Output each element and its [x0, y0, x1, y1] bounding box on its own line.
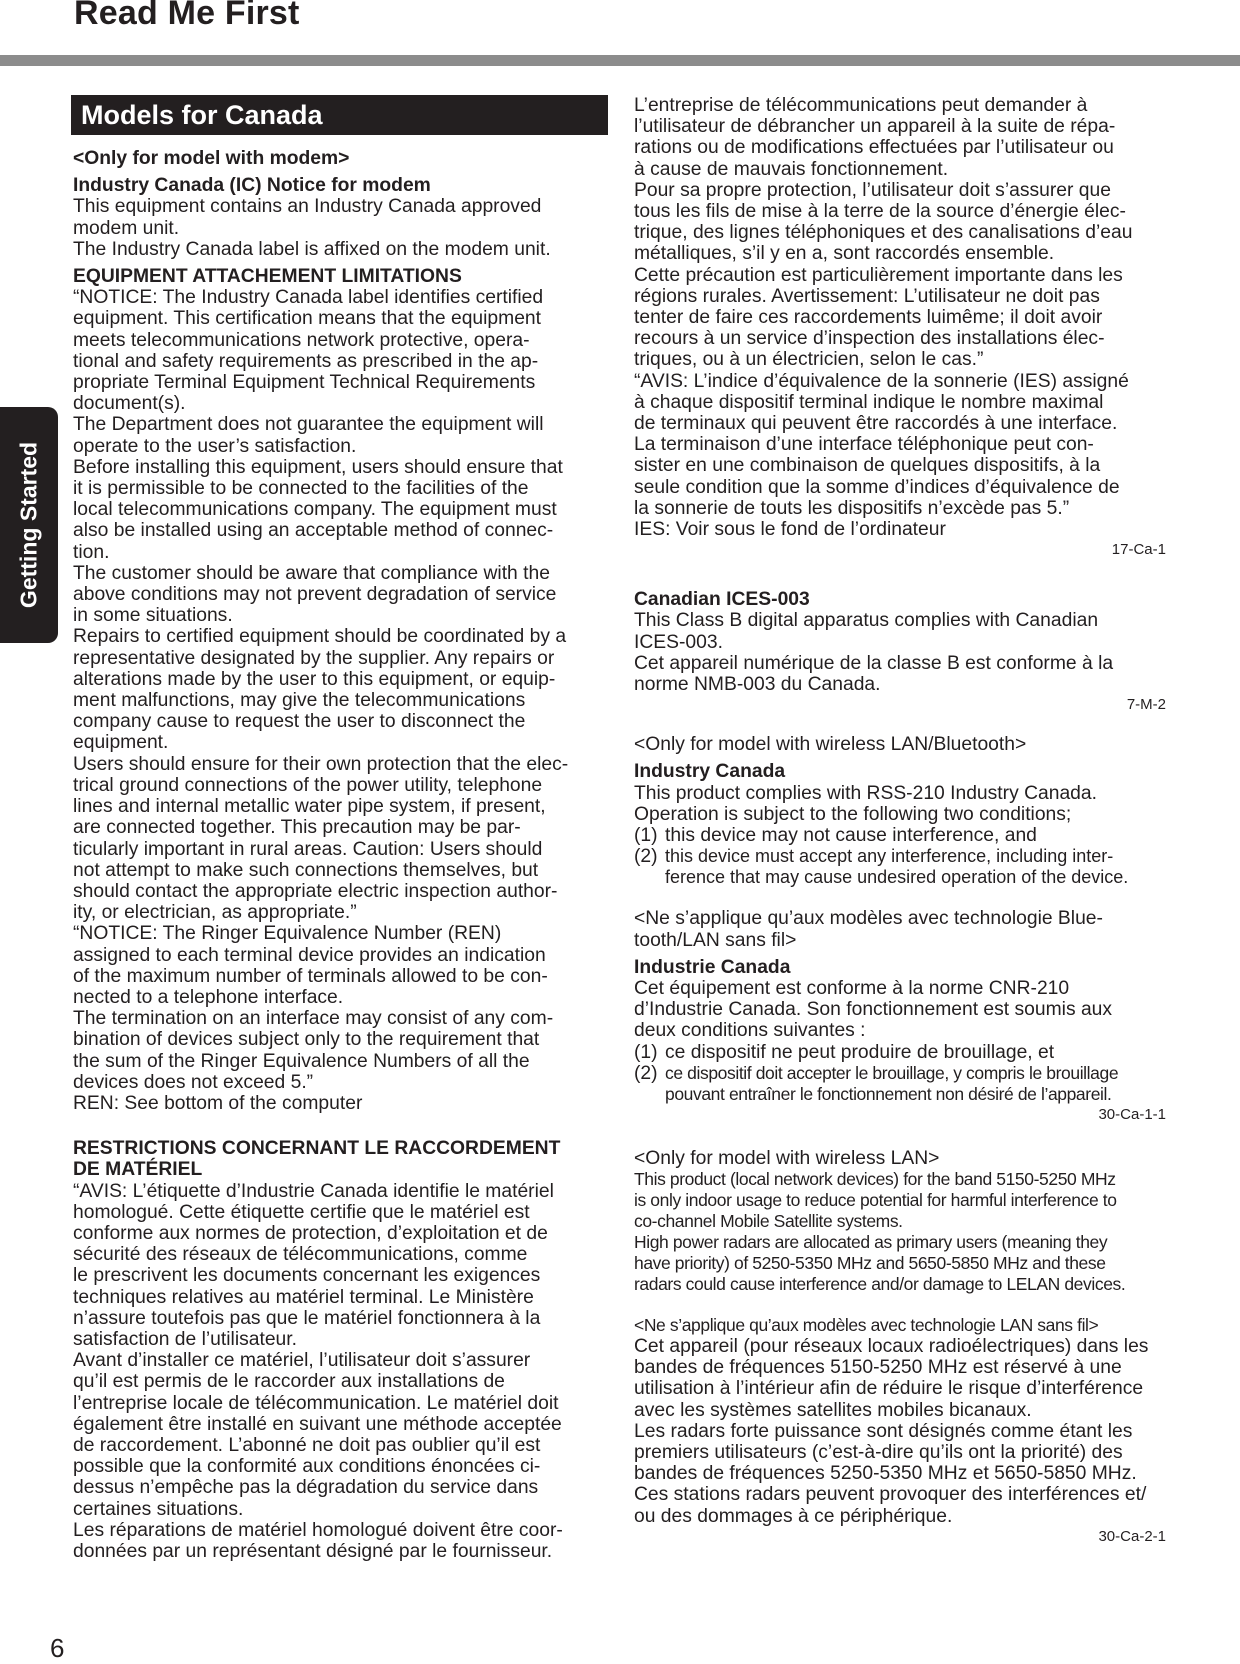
restrictions-heading: RESTRICTIONS CONCERNANT LE RACCORDEMENT DE MATÉRIEL	[73, 1138, 561, 1181]
ic-modem-heading: Industry Canada (IC) Notice for modem	[73, 175, 431, 197]
list-item	[634, 1042, 1166, 1063]
ic-modem-body: This equipment contains an Industry Canada approved modem unit. The Industry Canada label is affixed on the modem unit.	[73, 196, 551, 260]
list-item	[634, 846, 1166, 888]
list-item-text: ce dispositif doit accepter le brouillage, y compris le brouillage pouvant entraîner le fonctionnement non désiré de l’appareil.	[665, 1062, 1119, 1104]
list-item-number: (2)	[634, 846, 658, 868]
page-header-title: Read Me First	[74, 0, 300, 32]
avis-body: L’entreprise de télécommunications peut demander à l’utilisateur de débrancher un appareil à la suite de répa- rations ou de modifications effectuées par l’utilisateur ou à cause de mauvais fonctionnement. Pour sa propre protection, l’utilisateur doit s’assurer que tous les fils de mise à la terre de la source d’énergie élec- trique, des lignes téléphoniques et des canalisations d’eau métalliques, s’il y en a, sont raccordés ensemble. Cette précaution est particulièrement importante dans les régions rurales. Avertissement: L’utilisateur ne doit pas tenter de faire ces raccordements luimême; il doit avoir recours à un service d’inspection des installations élec- triques, ou à un électricien, selon le cas.” “AVIS: L’indice d’équivalence de la sonnerie (IES) assigné à chaque dispositif terminal indique le nombre maximal de terminaux qui peuvent être raccordés à une interface. La terminaison d’une interface téléphonique peut con- sister en une combinaison de quelques dispositifs, à la seule condition que la somme d’indices d’équivalence de la sonnerie de touts les dispositifs n’excède pas 5.” IES: Voir sous le fond de l’ordinateur	[634, 95, 1133, 541]
fr-lan-body: Cet appareil (pour réseaux locaux radioélectriques) dans les bandes de fréquences 5150-5250 MHz est réservé à une utilisation à l’intérieur afin de réduire le risque d’interférence avec les systèmes satellites mobiles bicanaux. Les radars forte puissance sont désignés comme étant les premiers utilisateurs (c’est-à-dire qu’ils ont la priorité) des bandes de fréquences 5250-5350 MHz et 5650-5850 MHz. Ces stations radars peuvent provoquer des interférences et/ ou des dommages à ce périphérique.	[634, 1335, 1149, 1527]
section-title: Models for Canada	[71, 95, 608, 135]
eal-body: “NOTICE: The Industry Canada label identifies certified equipment. This certification means that the equipment meets telecommunications network protective, opera- tional and safety requirements as prescribed in the ap- propriate Terminal Equipment Technical Requirements document(s). The Department does not guarantee the equipment will operate to the user’s satisfaction. Before installing this equipment, users should ensure that it is permissible to be connected to the facilities of the local telecommunications company. The equipment must also be installed using an acceptable method of connec- tion. The customer should be aware that compliance with the above conditions may not prevent degradation of service in some situations. Repairs to certified equipment should be coordinated by a representative designated by the supplier. Any repairs or alterations made by the user to this equipment, or equip- ment malfunctions, may give the telecommunications company cause to request the user to disconnect the equipment. Users should ensure for their own protection that the elec- trical ground connections of the power utility, telephone lines and internal metallic water pipe system, if present, are connected together. This precaution may be par- ticularly important in rural areas. Caution: Users should not attempt to make such connections themselves, but should contact the appropriate electric inspection author- ity, or electrician, as appropriate.” “NOTICE: The Ringer Equivalence Number (REN) assigned to each terminal device provides an indication of the maximum number of terminals allowed to be con- nected to a telephone interface. The termination on an interface may consist of any com- bination of devices subject only to the requirement that the sum of the Ringer Equivalence Numbers of all the devices does not exceed 5.” REN: See bottom of the computer	[73, 287, 569, 1114]
list-item-number: (1)	[634, 825, 658, 847]
fr-bt-note: <Ne s’applique qu’aux modèles avec technologie Blue- tooth/LAN sans fil>	[634, 908, 1103, 951]
reference-code: 7-M-2	[1126, 696, 1166, 714]
header-divider-bar	[0, 55, 1240, 66]
right-column	[634, 95, 1166, 1546]
side-tab-getting-started	[0, 407, 58, 643]
ices-heading: Canadian ICES-003	[634, 589, 810, 611]
fr-lan-note: <Ne s’applique qu’aux modèles avec technologie LAN sans fil>	[634, 1314, 1099, 1335]
ices-body: This Class B digital apparatus complies with Canadian ICES-003. Cet appareil numérique de la classe B est conforme à la norme NMB-003 du Canada.	[634, 610, 1114, 696]
list-item-number: (1)	[634, 1041, 658, 1063]
left-column	[73, 95, 608, 1562]
reference-code: 30-Ca-2-1	[1098, 1527, 1166, 1545]
ic2-heading: Industry Canada	[634, 761, 786, 783]
modem-only-note: <Only for model with modem>	[73, 148, 350, 169]
ic-fr-body: Cet équipement est conforme à la norme CNR-210 d’Industrie Canada. Son fonctionnement est soumis aux deux conditions suivantes :	[634, 977, 1113, 1042]
wlan-bt-note: <Only for model with wireless LAN/Bluetooth>	[634, 734, 1027, 756]
eal-heading: EQUIPMENT ATTACHEMENT LIMITATIONS	[73, 266, 462, 288]
list-item	[634, 825, 1166, 846]
list-item-number: (2)	[634, 1062, 658, 1084]
list-item	[634, 1063, 1166, 1105]
restrictions-body: “AVIS: L’étiquette d’Industrie Canada identifie le matériel homologué. Cette étiquette certifie que le matériel est conforme aux normes de protection, d’exploitation et de sécurité des réseaux de télécommunications, comme le prescrivent les documents concernant les exigences techniques relatives au matériel terminal. Le Ministère n’assure toutefois pas que le matériel fonctionnera à la satisfaction de l’utilisateur. Avant d’installer ce matériel, l’utilisateur doit s’assurer qu’il est permis de le raccorder aux installations de l’entreprise locale de télécommunication. Le matériel doit également être installé en suivant une méthode acceptée de raccordement. L’abonné ne doit pas oublier qu’il est possible que la conformité aux conditions énoncées ci- dessus n’empêche pas la dégradation du service dans certaines situations. Les réparations de matériel homologué doivent être coor- données par un représentant désigné par le fournisseur.	[73, 1180, 563, 1562]
reference-code: 17-Ca-1	[1111, 541, 1166, 559]
list-item-text: this device may not cause interference, and	[665, 825, 1037, 847]
side-tab-label: Getting Started	[15, 441, 42, 609]
list-item-text: ce dispositif ne peut produire de brouillage, et	[665, 1041, 1055, 1063]
ic-fr-heading: Industrie Canada	[634, 956, 791, 978]
page-number: 6	[50, 1633, 65, 1663]
ic2-body: This product complies with RSS-210 Industry Canada. Operation is subject to the following two conditions;	[634, 782, 1097, 825]
reference-code: 30-Ca-1-1	[1098, 1105, 1166, 1123]
list-item-text: this device must accept any interference, including inter- ference that may cause undesired operation of the device.	[665, 846, 1129, 888]
wlan-body: This product (local network devices) for the band 5150-5250 MHz is only indoor usage to reduce potential for harmful interference to co-channel Mobile Satellite systems. High power radars are allocated as primary users (meaning they have priority) of 5250-5350 MHz and 5650-5850 MHz and these radars could cause interference and/or damage to LELAN devices.	[634, 1168, 1126, 1294]
wlan-note: <Only for model with wireless LAN>	[634, 1147, 940, 1169]
